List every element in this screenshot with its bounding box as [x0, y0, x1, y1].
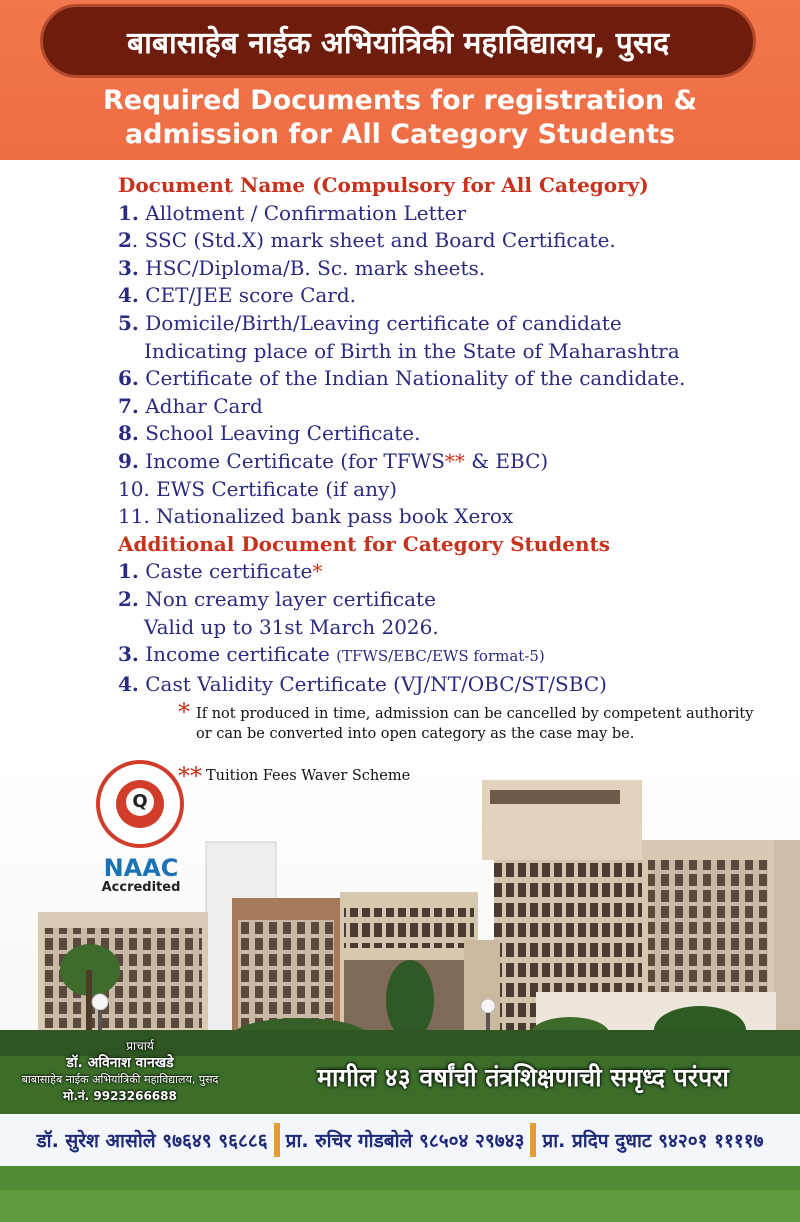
item-number: 7. [118, 393, 139, 418]
item-number: 2. [118, 586, 139, 611]
item-text: Adhar Card [138, 393, 263, 418]
footnote-double-star [178, 762, 410, 790]
item-text: 10. EWS Certificate (if any) [118, 476, 398, 501]
item-text: 11. Nationalized bank pass book Xerox [118, 504, 514, 529]
item-number: 3. [118, 642, 139, 667]
footnote-line-1: If not produced in time, admission can be cancelled by competent authority [196, 706, 754, 722]
item-number: 2 [118, 228, 132, 253]
item-number: 3. [118, 255, 139, 280]
list-item [118, 586, 778, 614]
list-item [118, 671, 778, 699]
naac-seal-letter: Q [126, 788, 154, 816]
item-number: 4. [118, 283, 139, 308]
contact-strip [0, 1114, 800, 1166]
principal-mobile: मो.नं. 9923266688 [63, 1089, 177, 1103]
college-title-banner [40, 4, 756, 78]
principal-college: बाबासाहेब नाईक अभियांत्रिकी महाविद्यालय, पुसद [21, 1073, 219, 1086]
item-text: Income certificate [138, 642, 337, 667]
item-text: Cast Validity Certificate (VJ/NT/OBC/ST/SBC) [138, 671, 607, 696]
list-item [118, 503, 778, 531]
subtitle-line-2: admission for All Category Students [124, 119, 676, 150]
contact-3: प्रा. प्रदिप दुधाट ९४२०१ ११११७ [542, 1130, 764, 1152]
subtitle-line-1: Required Documents for registration & [102, 85, 698, 116]
naac-seal-logo [96, 760, 184, 848]
list-item-continuation: Indicating place of Birth in the State of Maharashtra [144, 338, 680, 363]
item-text: Income Certificate (for TFWS [138, 448, 445, 473]
contact-1: डॉ. सुरेश आसोले ९७६४९ ९६८८६ [36, 1130, 268, 1152]
list-item [118, 641, 778, 671]
college-name: बाबासाहेब नाईक अभियांत्रिकी महाविद्यालय, पुसद [126, 25, 670, 61]
footnote-marker: * [312, 559, 323, 584]
principal-block [0, 1038, 240, 1104]
asterisk-icon: * [178, 698, 190, 726]
item-text: Caste certificate [138, 559, 313, 584]
list-item [118, 200, 778, 228]
list-item [118, 420, 778, 448]
footnote-marker: ** [444, 448, 465, 473]
double-asterisk-icon: ** [178, 762, 202, 790]
item-number: 5. [118, 310, 139, 335]
item-text: Non creamy layer certificate [138, 586, 436, 611]
list-item [118, 558, 778, 586]
list-item [118, 365, 778, 393]
item-text-tail: & EBC) [464, 448, 549, 473]
list-item [118, 282, 778, 310]
item-number: 9. [118, 448, 139, 473]
list-item [118, 448, 778, 476]
item-text: CET/JEE score Card. [138, 283, 357, 308]
poster-subtitle [0, 84, 800, 152]
compulsory-heading: Document Name (Compulsory for All Category) [118, 173, 649, 197]
item-note: (TFWS/EBC/EWS format-5) [336, 647, 545, 666]
item-text: Allotment / Confirmation Letter [138, 200, 467, 225]
naac-accredited: Accredited [101, 880, 181, 895]
tradition-tagline: मागील ४३ वर्षांची तंत्रशिक्षणाची समृध्द परंपरा [317, 1063, 729, 1092]
item-number: 1. [118, 200, 139, 225]
item-text: Certificate of the Indian Nationality of the candidate. [138, 366, 686, 391]
naac-label: NAAC [103, 854, 179, 882]
list-item [118, 393, 778, 421]
list-item-continuation: Valid up to 31st March 2026. [144, 614, 439, 639]
principal-role: प्राचार्य [126, 1039, 154, 1053]
footnote-line-2: or can be converted into open category as the case may be. [196, 726, 635, 742]
item-number: 8. [118, 421, 139, 446]
item-number: 4. [118, 671, 139, 696]
list-item [118, 310, 778, 338]
item-text: HSC/Diploma/B. Sc. mark sheets. [138, 255, 486, 280]
item-number: 6. [118, 366, 139, 391]
india-map-icon [116, 780, 164, 828]
list-item [118, 227, 778, 255]
footnote-single-star [178, 698, 788, 744]
item-text: . SSC (Std.X) mark sheet and Board Certificate. [131, 228, 616, 253]
item-text: Domicile/Birth/Leaving certificate of candidate [138, 310, 622, 335]
list-item [118, 476, 778, 504]
principal-name: डॉ. अविनाश वानखडे [66, 1055, 174, 1071]
item-number: 1. [118, 559, 139, 584]
contact-2: प्रा. रुचिर गोडबोले ९८५०४ २९७४३ [285, 1130, 525, 1152]
additional-heading: Additional Document for Category Students [118, 531, 611, 556]
document-list [118, 172, 778, 698]
list-item [118, 255, 778, 283]
item-text: School Leaving Certificate. [138, 421, 421, 446]
tfws-expansion: Tuition Fees Waver Scheme [206, 768, 411, 784]
